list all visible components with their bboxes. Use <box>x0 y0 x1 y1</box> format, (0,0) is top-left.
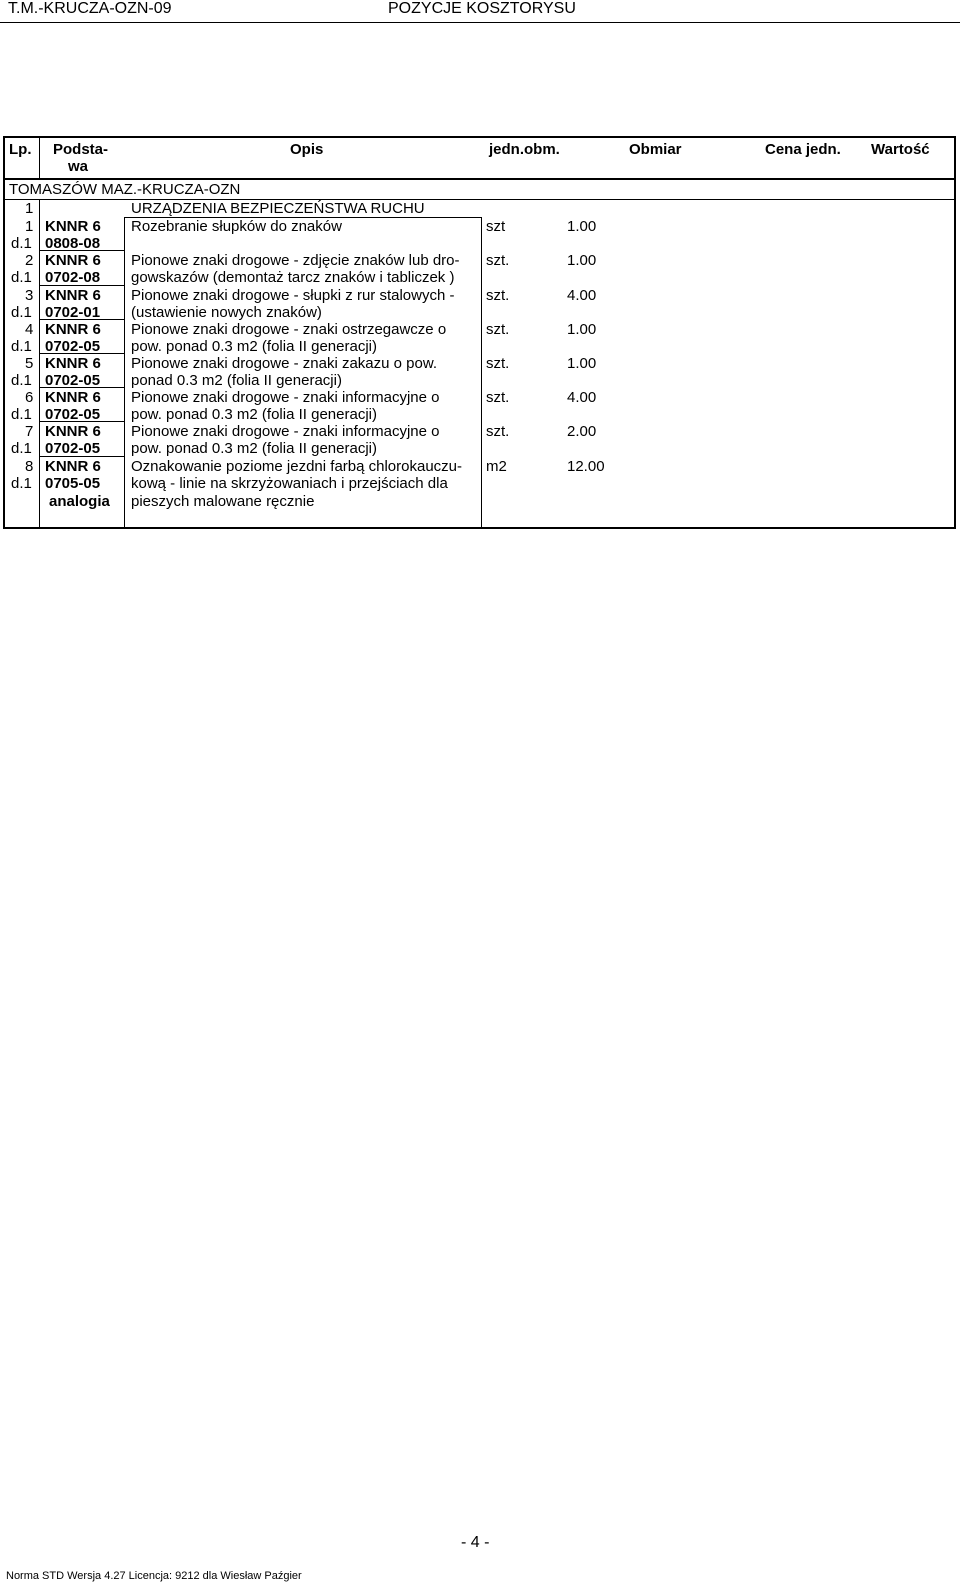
row-quantity: 2.00 <box>567 423 597 440</box>
col-header-podstawa-1: Podsta- <box>53 141 109 158</box>
section-title: TOMASZÓW MAZ.-KRUCZA-OZN <box>9 181 241 198</box>
col-header-jedn: jedn.obm. <box>489 141 560 158</box>
col-header-opis: Opis <box>290 141 324 158</box>
row-quantity: 1.00 <box>567 218 597 235</box>
row-lp-sub: d.1 <box>11 338 32 355</box>
row-description: Pionowe znaki drogowe - znaki informacyjne o <box>131 389 440 406</box>
row-lp-sub: d.1 <box>11 304 32 321</box>
document-code: T.M.-KRUCZA-OZN-09 <box>8 0 172 17</box>
row-base-catalog: KNNR 6 <box>45 355 101 372</box>
row-unit: szt. <box>486 389 510 406</box>
row-description: Pionowe znaki drogowe - słupki z rur stalowych - <box>131 287 455 304</box>
row-quantity: 12.00 <box>567 458 605 475</box>
row-base-code: 0702-05 <box>45 440 101 457</box>
row-unit: szt. <box>486 252 510 269</box>
row-description: Oznakowanie poziome jezdni farbą chlorokauczu- <box>131 458 463 475</box>
row-lp: 2 <box>25 252 34 269</box>
row-lp: 1 <box>25 218 34 235</box>
header-bottom-line <box>5 178 954 180</box>
row-lp-sub: d.1 <box>11 475 32 492</box>
row-base-code: 0702-05 <box>45 372 101 389</box>
row-quantity: 1.00 <box>567 252 597 269</box>
footer-license: Norma STD Wersja 4.27 Licencja: 9212 dla Wiesław Paźgier <box>6 1570 302 1582</box>
row-base-code: 0702-08 <box>45 269 101 286</box>
row-description-cont: kową - linie na skrzyżowaniach i przejściach dla <box>131 475 448 492</box>
col-header-podstawa-2: wa <box>68 158 89 175</box>
row-base-catalog: KNNR 6 <box>45 218 101 235</box>
row-unit: szt. <box>486 423 510 440</box>
row-description: Pionowe znaki drogowe - znaki informacyjne o <box>131 423 440 440</box>
vline-base-body <box>124 218 125 527</box>
row-description: Pionowe znaki drogowe - znaki zakazu o pow. <box>131 355 438 372</box>
group-number: 1 <box>25 200 34 217</box>
row-description-cont: pieszych malowane ręcznie <box>131 493 315 510</box>
row-lp: 4 <box>25 321 34 338</box>
row-unit: szt. <box>486 355 510 372</box>
row-lp: 7 <box>25 423 34 440</box>
row-lp-sub: d.1 <box>11 406 32 423</box>
row-description-cont: pow. ponad 0.3 m2 (folia II generacji) <box>131 440 377 457</box>
row-base-catalog: KNNR 6 <box>45 389 101 406</box>
row-base-code: 0702-05 <box>45 406 101 423</box>
row-lp-sub: d.1 <box>11 235 32 252</box>
row-unit: szt. <box>486 321 510 338</box>
row-base-catalog: KNNR 6 <box>45 321 101 338</box>
row-lp-sub: d.1 <box>11 440 32 457</box>
row-description: Pionowe znaki drogowe - znaki ostrzegawcze o <box>131 321 447 338</box>
row-description-cont: gowskazów (demontaż tarcz znaków i tabliczek ) <box>131 269 455 286</box>
row-quantity: 4.00 <box>567 287 597 304</box>
document-section-title: POZYCJE KOSZTORYSU <box>388 0 576 17</box>
row-base-code: 0808-08 <box>45 235 101 252</box>
page-number: - 4 - <box>461 1534 490 1551</box>
group-title: URZĄDZENIA BEZPIECZEŃSTWA RUCHU <box>131 200 425 217</box>
col-header-obmiar: Obmiar <box>629 141 682 158</box>
row-lp: 8 <box>25 458 34 475</box>
row-base-catalog: KNNR 6 <box>45 423 101 440</box>
row-base-note: analogia <box>49 493 110 510</box>
row-quantity: 4.00 <box>567 389 597 406</box>
col-header-lp: Lp. <box>9 141 32 158</box>
row-unit: m2 <box>486 458 507 475</box>
col-header-cena: Cena jedn. <box>765 141 841 158</box>
row-quantity: 1.00 <box>567 321 597 338</box>
row-lp: 5 <box>25 355 34 372</box>
vline-lp <box>39 138 40 178</box>
row-description-cont: pow. ponad 0.3 m2 (folia II generacji) <box>131 406 377 423</box>
row-description-cont: pow. ponad 0.3 m2 (folia II generacji) <box>131 338 377 355</box>
cost-items-table <box>3 136 956 529</box>
row-lp-sub: d.1 <box>11 269 32 286</box>
vline-desc <box>481 218 482 527</box>
row-unit: szt <box>486 218 506 235</box>
row-base-code: 0702-05 <box>45 338 101 355</box>
row-base-catalog: KNNR 6 <box>45 252 101 269</box>
col-header-wartosc: Wartość <box>871 141 930 158</box>
row-base-catalog: KNNR 6 <box>45 458 101 475</box>
row-description: Rozebranie słupków do znaków <box>131 218 342 235</box>
header-divider <box>0 22 960 23</box>
row-description-cont: ponad 0.3 m2 (folia II generacji) <box>131 372 342 389</box>
row-base-code: 0705-05 <box>45 475 101 492</box>
row-unit: szt. <box>486 287 510 304</box>
row-description: Pionowe znaki drogowe - zdjęcie znaków lub dro- <box>131 252 460 269</box>
row-base-code: 0702-01 <box>45 304 101 321</box>
row-description-cont: (ustawienie nowych znaków) <box>131 304 322 321</box>
row-lp: 6 <box>25 389 34 406</box>
row-quantity: 1.00 <box>567 355 597 372</box>
row-lp-sub: d.1 <box>11 372 32 389</box>
row-base-catalog: KNNR 6 <box>45 287 101 304</box>
row-lp: 3 <box>25 287 34 304</box>
